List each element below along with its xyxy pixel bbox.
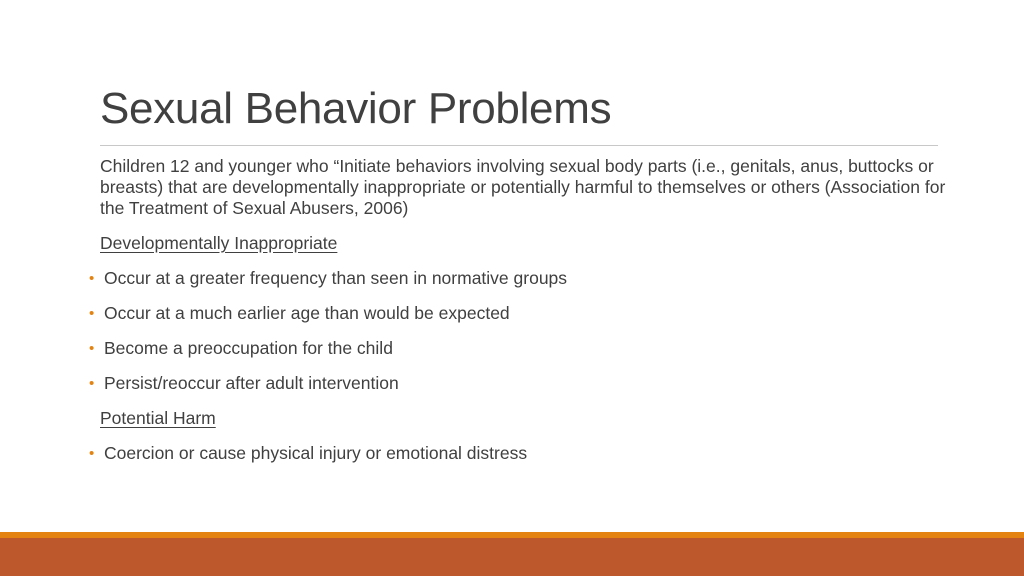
bullet-icon: •: [89, 445, 95, 462]
bullet-icon: •: [89, 270, 95, 287]
list-item-text: Occur at a greater frequency than seen in normative groups: [104, 268, 568, 288]
list-item: [89, 373, 950, 394]
intro-paragraph: Children 12 and younger who “Initiate behaviors involving sexual body parts (i.e., genitals, anus, buttocks or breasts) that are developmentally inappropriate or potentially harmful to themselves or others (Association for the Treatment of Sexual Abusers, 2006): [100, 156, 946, 218]
list-item: [89, 268, 950, 289]
bullet-icon: •: [89, 375, 95, 392]
footer-bar: [0, 538, 1024, 576]
list-item-text: Occur at a much earlier age than would be expected: [104, 303, 510, 323]
list-item: [89, 338, 950, 359]
list-item-text: Persist/reoccur after adult intervention: [104, 373, 399, 393]
bullet-icon: •: [89, 305, 95, 322]
list-item: [89, 443, 950, 464]
slide-body: [89, 156, 950, 478]
list-item: [89, 303, 950, 324]
section-heading-developmentally-inappropriate: Developmentally Inappropriate: [100, 233, 338, 253]
list-item-text: Coercion or cause physical injury or emotional distress: [104, 443, 528, 463]
section-heading-potential-harm: Potential Harm: [100, 408, 216, 428]
title-divider: [100, 145, 938, 146]
slide-title: Sexual Behavior Problems: [100, 84, 612, 133]
list-item-text: Become a preoccupation for the child: [104, 338, 393, 358]
bullet-icon: •: [89, 340, 95, 357]
